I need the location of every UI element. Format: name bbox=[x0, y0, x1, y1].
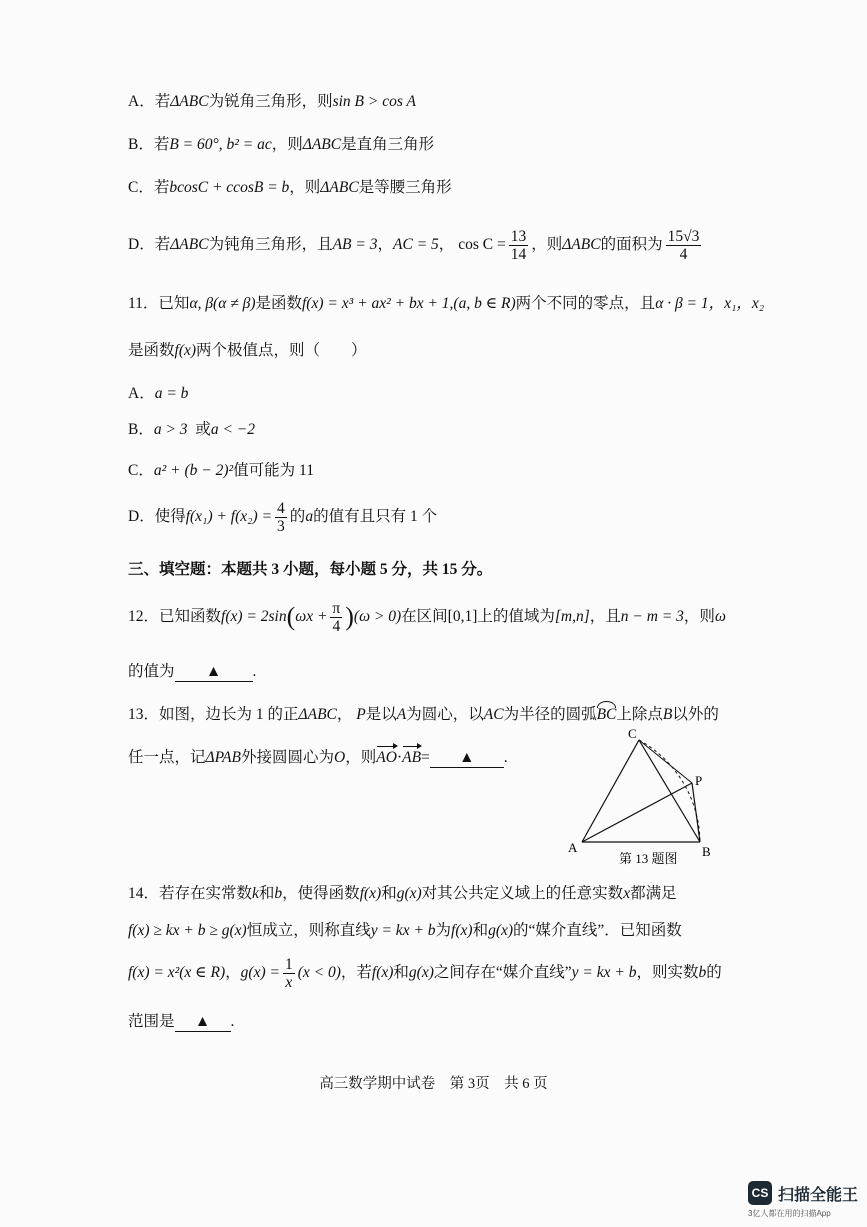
q12-stem-line1: 12．已知函数f(x) = 2sin(ωx + $\frac{\pi}{4}$ )(ω > 0)在区间[0,1]上的值域为[m,n]，且n − m = 3，则ω bbox=[128, 599, 726, 635]
q11-option-b: B．a > 3 或a < −2 bbox=[128, 421, 255, 438]
watermark-tagline: 3亿人都在用的扫描App bbox=[748, 1209, 831, 1218]
vector-ab: AB bbox=[402, 749, 422, 766]
q11-option-d: D．使得f(x₁) + f(x₂) = $\frac{4}{3}$ 的a的值有且只有 1 个 bbox=[128, 499, 438, 535]
q14-stem-line2: f(x) ≥ kx + b ≥ g(x)恒成立，则称直线y = kx + b为f(x)和g(x)的“媒介直线”．已知函数 bbox=[128, 922, 682, 939]
q14-stem-line3: f(x) = x²(x ∈ R)，g(x) = $\frac{1}{x}$ (x < 0)，若f(x)和g(x)之间存在“媒介直线”y = kx + b，则实数b的 bbox=[128, 955, 722, 991]
point-label-p: P bbox=[695, 773, 703, 788]
segment-bc bbox=[639, 740, 703, 842]
segment-cp bbox=[639, 740, 692, 783]
section-heading: 三、填空题：本题共 3 小题，每小题 5 分，共 15 分。 bbox=[128, 561, 493, 578]
point-label-b: B bbox=[702, 844, 711, 859]
segment-pb bbox=[692, 783, 700, 842]
q13-stem-line1: 13．如图，边长为 1 的正ΔABC， P是以A为圆心，以AC为半径的圆弧BC上除点B以外的 bbox=[128, 701, 719, 725]
watermark-name: 扫描全能王 bbox=[778, 1187, 859, 1204]
answer-blank: ▲ bbox=[175, 663, 253, 682]
q13-figure bbox=[562, 724, 722, 872]
figure-caption: 第 13 题图 bbox=[619, 851, 678, 866]
q10-option-d: D．若ΔABC为钝角三角形，且AB = 3，AC = 5， cos C = $\frac{13}{14}$ ，则ΔABC的面积为 $\frac{15√3}{4}$ bbox=[128, 227, 700, 263]
fraction-one-over-x: $\frac{1}{x}$ bbox=[284, 955, 293, 991]
arc-bc: BC bbox=[597, 701, 617, 725]
q10-option-a: A．若ΔABC为锐角三角形，则sin B > cos A bbox=[128, 93, 416, 110]
point-label-a: A bbox=[568, 840, 578, 855]
page-footer: 高三数学期中试卷 第 3页 共 6 页 bbox=[319, 1076, 548, 1092]
fraction-four-thirds: $\frac{4}{3}$ bbox=[277, 499, 285, 535]
q11-option-a: A．a = b bbox=[128, 385, 189, 402]
q14-stem-line1: 14．若存在实常数k和b，使得函数f(x)和g(x)对其公共定义域上的任意实数x都满足 bbox=[128, 885, 677, 902]
q14-stem-line4: 范围是 ▲ . bbox=[128, 1013, 235, 1030]
q11-stem-line1: 11．已知α, β(α ≠ β)是函数f(x) = x³ + ax² + bx + 1,(a, b ∈ R)两个不同的零点，且α · β = 1，x₁，x₂ bbox=[128, 295, 765, 312]
q11-stem-line2: 是函数f(x)两个极值点，则（ ） bbox=[128, 342, 367, 359]
answer-blank: ▲ bbox=[175, 1013, 231, 1032]
point-label-c: C bbox=[628, 726, 637, 741]
fraction-pi-quarter: $\frac{\pi}{4}$ bbox=[332, 599, 341, 635]
q13-stem-line2: 任一点，记ΔPAB外接圆圆心为O，则AO·AB= ▲ . bbox=[128, 749, 508, 766]
q10-option-b: B．若B = 60°, b² = ac，则ΔABC是直角三角形 bbox=[128, 136, 435, 153]
camscanner-logo-icon: CS bbox=[748, 1181, 772, 1205]
answer-blank: ▲ bbox=[430, 749, 504, 768]
q10-option-c: C．若bcosC + ccosB = b，则ΔABC是等腰三角形 bbox=[128, 179, 452, 196]
q12-stem-line2: 的值为 ▲ . bbox=[128, 663, 257, 680]
q11-option-c: C．a² + (b − 2)²值可能为 11 bbox=[128, 462, 314, 479]
vector-ao: AO bbox=[376, 749, 397, 766]
fraction-area: $\frac{15√3}{4}$ bbox=[667, 227, 700, 263]
fraction-cos-c: $\frac{13}{14}$ bbox=[510, 227, 527, 263]
